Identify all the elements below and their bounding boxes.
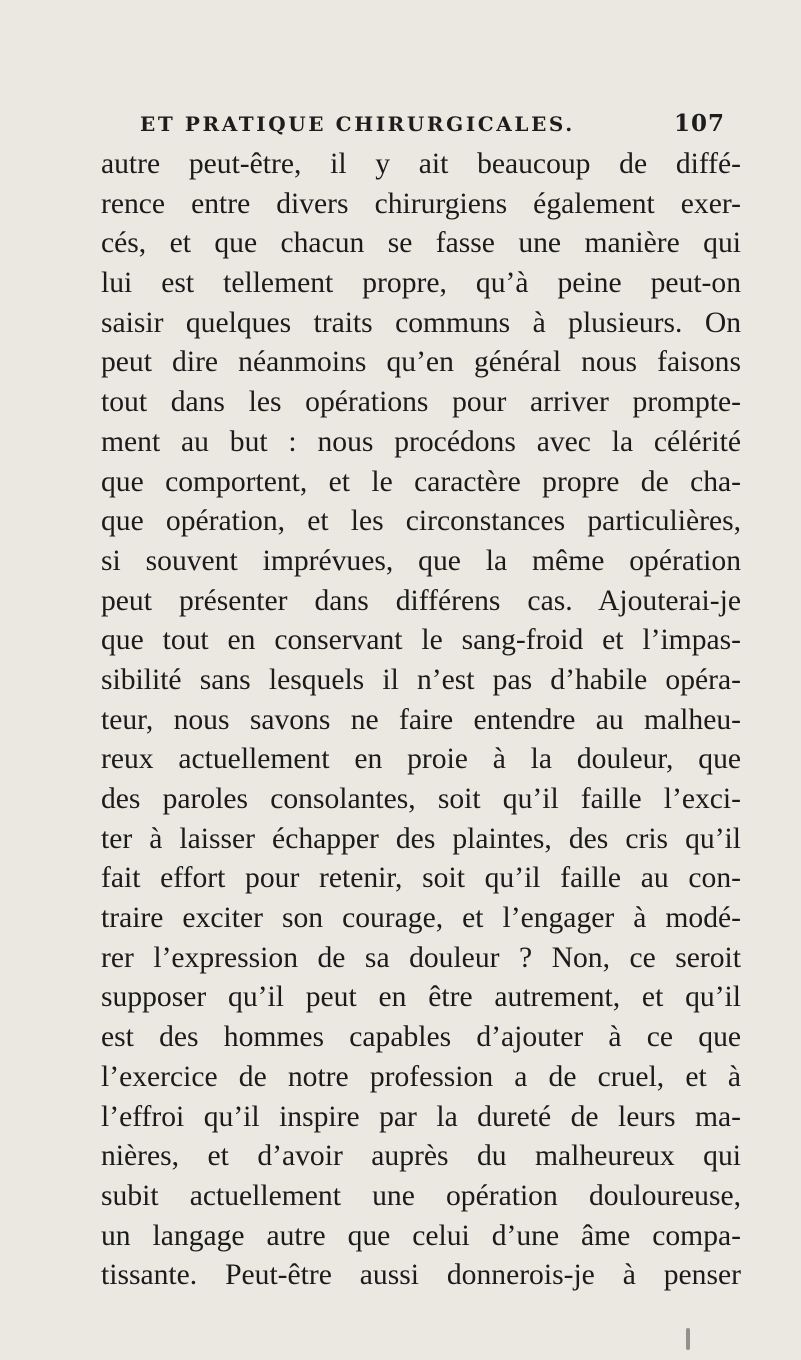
text-line: subit actuellement une opération douloureuse,	[101, 1179, 741, 1212]
text-line: sibilité sans lesquels il n’est pas d’habile opéra-	[101, 663, 741, 696]
body-text	[101, 145, 741, 1296]
text-line: tissante. Peut-être aussi donnerois-je à penser	[101, 1259, 741, 1292]
text-line: peut dire néanmoins qu’en général nous faisons	[101, 346, 741, 379]
running-head	[140, 110, 725, 146]
text-line: est des hommes capables d’ajouter à ce que	[101, 1021, 741, 1054]
page-number: 107	[673, 110, 725, 137]
text-line: fait effort pour retenir, soit qu’il faille au con-	[101, 862, 741, 895]
text-line: ter à laisser échapper des plaintes, des cris qu’il	[101, 822, 741, 855]
text-line: que opération, et les circonstances particulières,	[101, 505, 741, 538]
text-line: autre peut-être, il y ait beaucoup de diffé-	[101, 148, 741, 180]
text-line: que comportent, et le caractère propre de cha-	[101, 465, 741, 498]
text-line: supposer qu’il peut en être autrement, et qu’il	[101, 981, 741, 1014]
text-line: saisir quelques traits communs à plusieurs. On	[101, 306, 741, 339]
text-line: cés, et que chacun se fasse une manière qui	[101, 227, 741, 260]
text-line: peut présenter dans différens cas. Ajouterai-je	[101, 584, 741, 617]
text-line: que tout en conservant le sang-froid et l’impas-	[101, 624, 741, 657]
text-line: traire exciter son courage, et l’engager à modé-	[101, 902, 741, 935]
text-line: rer l’expression de sa douleur ? Non, ce seroit	[101, 941, 741, 974]
text-line: reux actuellement en proie à la douleur, que	[101, 743, 741, 776]
text-line: des paroles consolantes, soit qu’il faille l’exci-	[101, 783, 741, 815]
text-line: l’effroi qu’il inspire par la dureté de leurs ma-	[101, 1100, 741, 1133]
text-line: rence entre divers chirurgiens également exer-	[101, 187, 741, 220]
text-line: un langage autre que celui d’une âme compa-	[101, 1219, 741, 1252]
text-line: lui est tellement propre, qu’à peine peut-on	[101, 267, 741, 300]
text-line: l’exercice de notre profession a de cruel, et à	[101, 1060, 741, 1093]
text-line: tout dans les opérations pour arriver prompte-	[101, 386, 741, 419]
text-line: si souvent imprévues, que la même opération	[101, 544, 741, 577]
text-line: teur, nous savons ne faire entendre au malheu-	[101, 703, 741, 736]
ink-mark	[686, 1328, 690, 1350]
running-title: ET PRATIQUE CHIRURGICALES.	[140, 112, 575, 136]
text-line: nières, et d’avoir auprès du malheureux qui	[101, 1140, 741, 1173]
text-line: ment au but : nous procédons avec la célérité	[101, 425, 741, 458]
